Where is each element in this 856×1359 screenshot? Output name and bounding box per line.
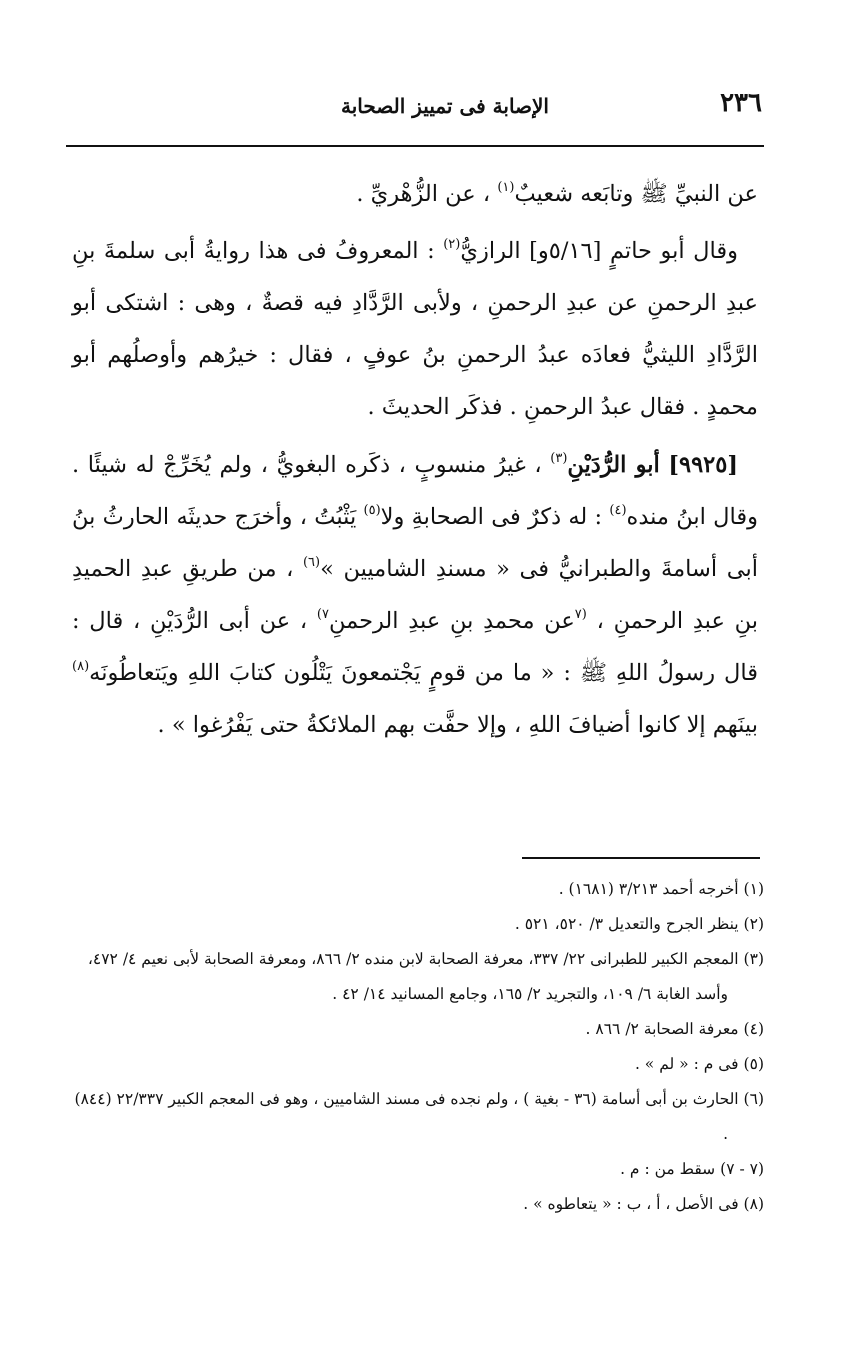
entry-name: أبو الرُّدَيْنِ: [567, 452, 660, 478]
footnote-text: الحارث بن أبى أسامة (٣٦ - بغية ) ، ولم نجده فى مسند الشاميين ، وهو فى المعجم الكبير ٢٢/٣٣٧ (٨٤٤) .: [74, 1090, 739, 1143]
page-header: [70, 86, 762, 126]
footnote-text: أخرجه أحمد ٣/٢١٣ (١٦٨١) .: [558, 880, 739, 898]
text-segment: يَثْبُتُ ، وأخرَج حديثَه الحارثُ بنُ أبى أسامةَ والطبرانيُّ فى « مسندِ الشاميين »: [72, 504, 758, 582]
footnote-6: [72, 1082, 764, 1152]
footnote-2: [72, 907, 764, 942]
footnote-4: [72, 1012, 764, 1047]
entry-paragraph: [72, 439, 758, 751]
footnote-8: [72, 1187, 764, 1222]
footnote-text: ينظر الجرح والتعديل ٣/ ٥٢٠، ٥٢١ .: [514, 915, 739, 933]
running-title: الإصابة فى تمييز الصحابة: [341, 94, 549, 118]
footnote-number: (٦): [743, 1090, 764, 1108]
text-segment: ، غيرُ منسوبٍ ، ذكَره البغويُّ ، ولم يُخَرِّجْ له شيئًا . وقال ابنُ منده: [72, 452, 758, 530]
footnote-number: (٢): [743, 915, 764, 933]
paragraph-2: [72, 225, 758, 433]
text-segment: عن محمدِ بنِ عبدِ الرحمنِ: [328, 608, 575, 634]
page-number: ٢٣٦: [720, 88, 762, 118]
footnote-ref: (٢): [443, 237, 461, 252]
footnote-number: (١): [743, 880, 764, 898]
footnote-text: سقط من : م .: [620, 1160, 716, 1178]
footnote-ref: (٨): [72, 659, 90, 674]
text-segment: ، من طريقِ عبدِ الحميدِ بنِ عبدِ الرحمنِ ،: [72, 556, 758, 634]
footnote-5: [72, 1047, 764, 1082]
footnote-1: [72, 872, 764, 907]
paragraph-1: [72, 168, 758, 220]
footnote-7: [72, 1152, 764, 1187]
text-segment: ، عن الزُّهْريِّ .: [356, 181, 498, 207]
text-segment: عن النبيِّ ﷺ وتابَعه شعيبٌ: [514, 181, 758, 207]
footnote-text: المعجم الكبير للطبرانى ٢٢/ ٣٣٧، معرفة الصحابة لابن منده ٢/ ٨٦٦، ومعرفة الصحابة لأبى نعيم ٤/ ٤٧٢، وأسد الغابة ٦/ ١٠٩، والتجريد ٢/ ١٦٥، وجامع المسانيد ١٤/ ٤٢ .: [87, 950, 739, 1003]
footnote-text: معرفة الصحابة ٢/ ٨٦٦ .: [585, 1020, 739, 1038]
text-segment: ، عن أبى الرُّدَيْنِ ، قال : قال رسولُ اللهِ ﷺ : « ما من قومٍ يَجْتمعونَ يَتْلُون كتابَ اللهِ ويَتعاطُونَه: [72, 608, 758, 686]
footnote-ref: (٦): [302, 555, 321, 570]
footnote-number: (٨): [743, 1195, 764, 1213]
footnote-3: [72, 942, 764, 1012]
footnote-ref: (٧: [574, 607, 587, 622]
footnote-text: فى الأصل ، أ ، ب : « يتعاطوه » .: [523, 1195, 739, 1213]
footnote-number: (٣): [743, 950, 764, 968]
entry-number: [٩٩٢٥]: [668, 452, 738, 478]
footnote-ref: (٤): [609, 503, 627, 518]
footnote-number: (٧ - ٧): [720, 1160, 764, 1178]
header-rule: [66, 145, 764, 147]
footnote-ref: ٧): [316, 607, 329, 622]
footnote-number: (٥): [743, 1055, 764, 1073]
footnote-ref: (٥): [363, 503, 381, 518]
footnotes: [72, 872, 764, 1222]
text-segment: : له ذكرٌ فى الصحابةِ ولا: [380, 504, 610, 530]
footnote-ref: (٣): [550, 451, 568, 466]
footnote-rule: [522, 857, 760, 859]
text-segment: : المعروفُ فى هذا روايةُ أبى سلمةَ بنِ عبدِ الرحمنِ عن عبدِ الرحمنِ ، ولأبى الرَّدَّادِ فيه قصةٌ ، وهى : اشتكى أبو الرَّدَّادِ الليثيُّ فعادَه عبدُ الرحمنِ بنُ عوفٍ ، فقال : خيرُهم وأوصلُهم أبو محمدٍ . فقال عبدُ الرحمنِ . فذكَر الحديثَ .: [72, 238, 758, 420]
footnote-ref: (١): [497, 180, 515, 195]
text-segment: وقال أبو حاتمٍ [٥/١٦و] الرازيُّ: [460, 238, 738, 264]
footnote-number: (٤): [743, 1020, 764, 1038]
text-segment: بينَهم إلا كانوا أضيافَ اللهِ ، وإلا حفَّت بهم الملائكةُ حتى يَفْرُغوا » .: [157, 712, 758, 738]
main-text: [72, 168, 758, 751]
footnote-text: فى م : « لم » .: [634, 1055, 739, 1073]
